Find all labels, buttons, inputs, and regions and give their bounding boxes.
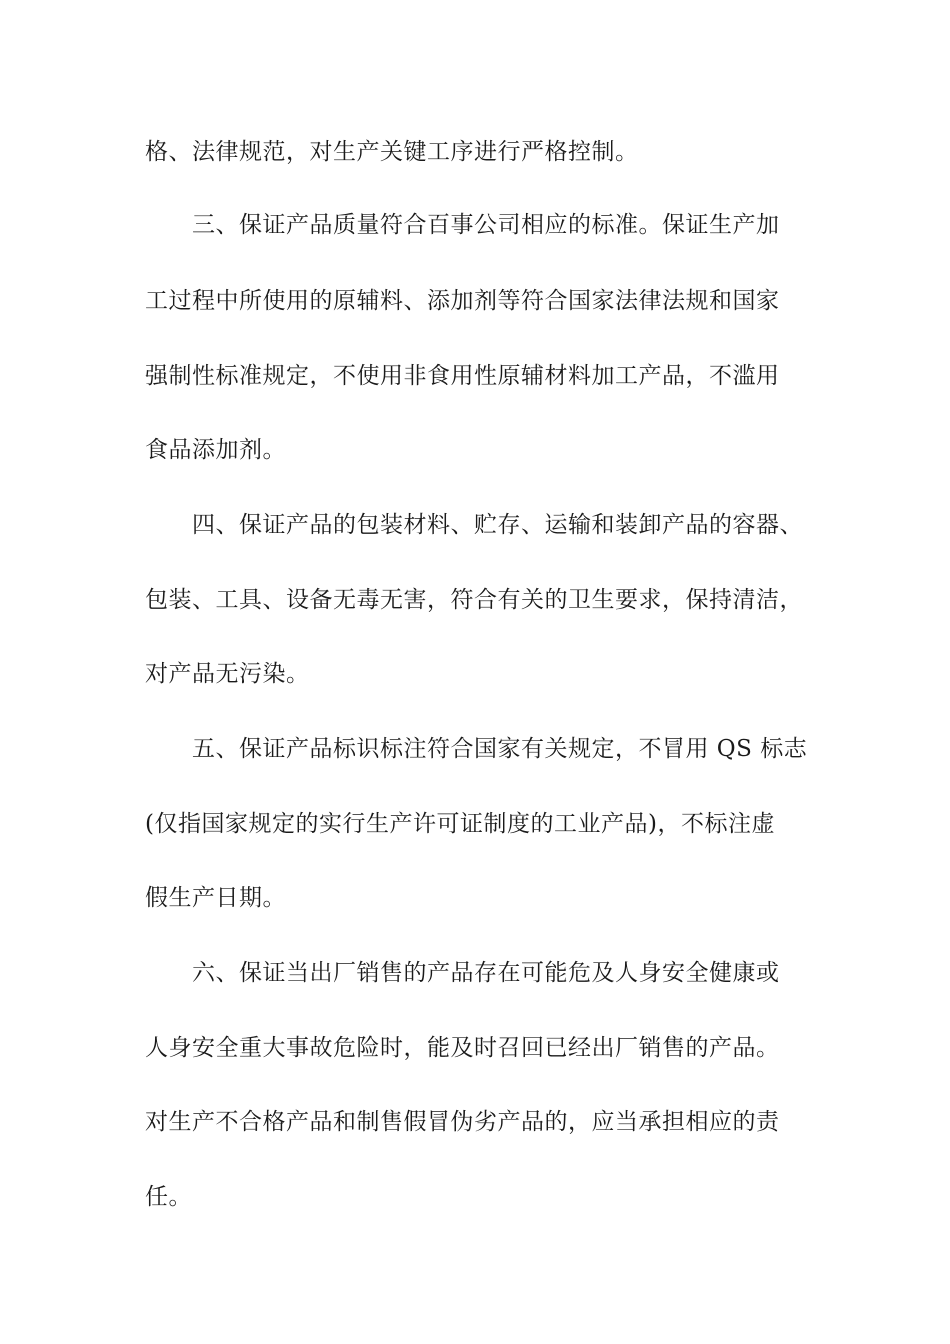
paragraph-3-line-2: 工过程中所使用的原辅料、添加剂等符合国家法律法规和国家 [145, 288, 780, 314]
paragraph-5-line-1: 五、保证产品标识标注符合国家有关规定，不冒用 QS 标志 [192, 736, 808, 762]
paragraph-5-line-2: (仅指国家规定的实行生产许可证制度的工业产品)，不标注虚 [145, 811, 775, 837]
paragraph-6-line-1: 六、保证当出厂销售的产品存在可能危及人身安全健康或 [192, 960, 780, 986]
paragraph-3-line-1: 三、保证产品质量符合百事公司相应的标准。保证生产加 [192, 212, 780, 238]
text-line-1: 格、法律规范，对生产关键工序进行严格控制。 [145, 139, 639, 165]
paragraph-3-line-4: 食品添加剂。 [145, 437, 286, 463]
paragraph-6-line-2: 人身安全重大事故危险时，能及时召回已经出厂销售的产品。 [145, 1035, 780, 1061]
paragraph-6-line-3: 对生产不合格产品和制售假冒伪劣产品的，应当承担相应的责 [145, 1109, 780, 1135]
paragraph-4-line-1: 四、保证产品的包装材料、贮存、运输和装卸产品的容器、 [192, 512, 803, 538]
paragraph-6-line-4: 任。 [145, 1184, 192, 1210]
paragraph-4-line-2: 包装、工具、设备无毒无害，符合有关的卫生要求，保持清洁， [145, 587, 803, 613]
paragraph-5-line-3: 假生产日期。 [145, 885, 286, 911]
paragraph-4-line-3: 对产品无污染。 [145, 661, 310, 687]
paragraph-3-line-3: 强制性标准规定，不使用非食用性原辅材料加工产品，不滥用 [145, 363, 780, 389]
